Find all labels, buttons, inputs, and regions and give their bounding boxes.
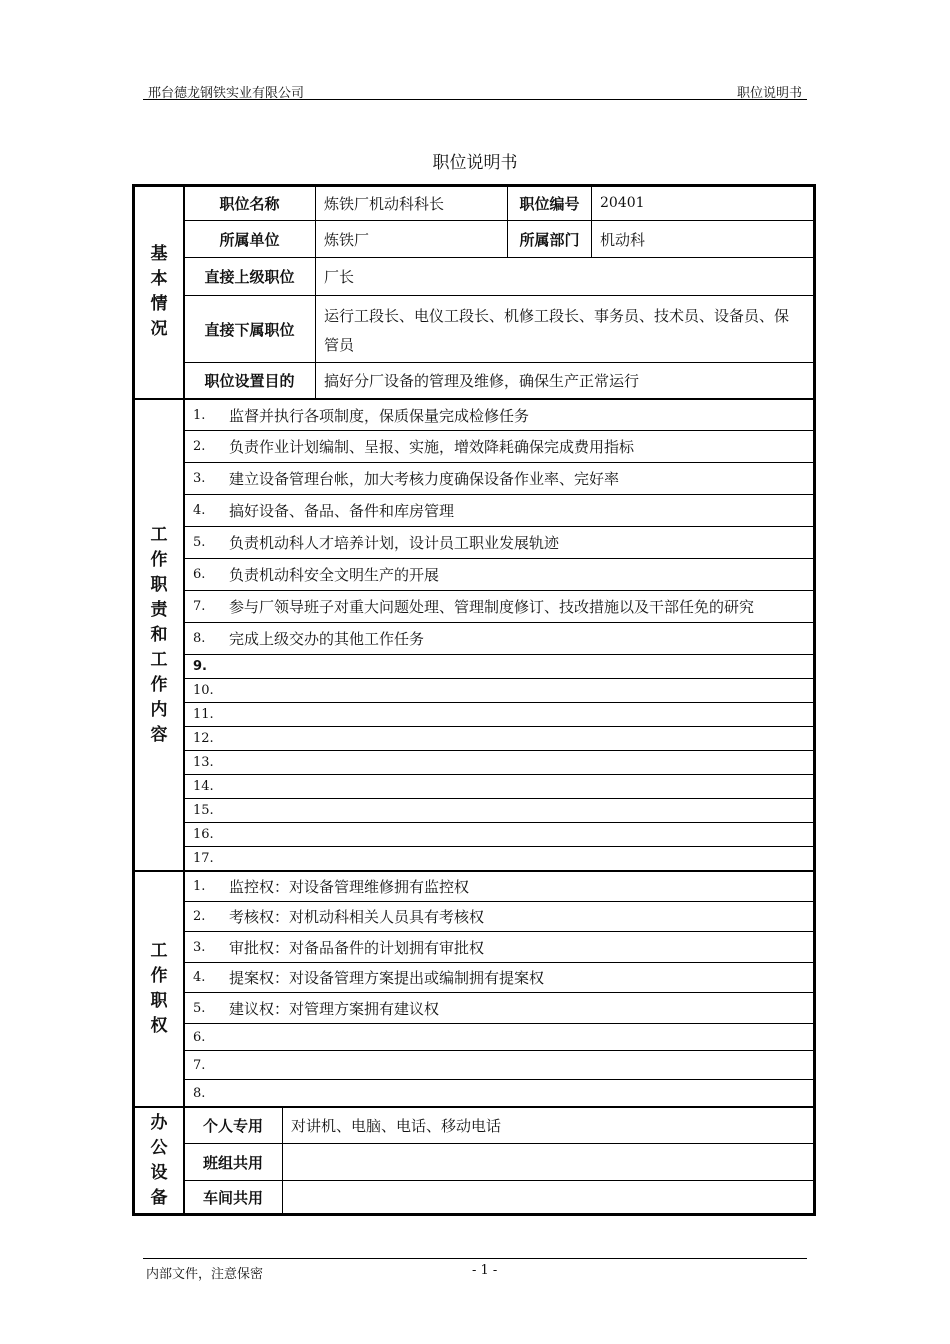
- section-char: 内: [150, 699, 168, 720]
- duty-item: [193, 527, 559, 558]
- authority-item: [193, 993, 439, 1023]
- item-number: 6.: [193, 1029, 206, 1045]
- grid-line: [184, 798, 814, 799]
- item-number: 1.: [193, 407, 206, 423]
- item-number: 12.: [193, 731, 214, 746]
- item-text: 审批权：对备品备件的计划拥有审批权: [229, 938, 485, 957]
- section-char: 基: [150, 244, 168, 264]
- item-number: 14.: [193, 779, 214, 794]
- item-number: 6.: [193, 567, 206, 582]
- section-authority: [135, 872, 183, 1106]
- section-char: 责: [150, 599, 168, 620]
- item-text: 监控权：对设备管理维修拥有监控权: [229, 878, 470, 896]
- position-name-label: 职位名称: [219, 194, 280, 213]
- authority-item: [193, 963, 544, 992]
- grid-line: [315, 186, 316, 398]
- footer-rule: [143, 1258, 807, 1259]
- duty-item: [193, 703, 229, 726]
- header-rule: [143, 99, 807, 100]
- authority-item: [193, 902, 484, 931]
- subordinates-line: 管员: [324, 336, 355, 354]
- subordinates-value: [324, 302, 789, 360]
- workshop-label: 车间共用: [202, 1189, 263, 1207]
- duty-item: [193, 751, 229, 774]
- position-code-value: 20401: [600, 195, 645, 211]
- item-text: 负责机动科安全文明生产的开展: [229, 566, 440, 584]
- grid-line: [184, 1079, 814, 1080]
- item-number: 9.: [193, 659, 207, 674]
- superior-label: 直接上级职位: [204, 268, 295, 286]
- section-char: 和: [150, 624, 168, 645]
- item-number: 11.: [193, 707, 214, 722]
- grid-line: [184, 702, 814, 703]
- position-name-value: 炼铁厂机动科科长: [324, 194, 445, 213]
- duty-item: [193, 591, 754, 622]
- section-char: 设: [150, 1163, 168, 1183]
- item-number: 7.: [193, 1057, 206, 1073]
- item-number: 3.: [193, 939, 206, 955]
- section-char: 公: [150, 1138, 168, 1158]
- subordinates-label: 直接下属职位: [204, 320, 295, 339]
- unit-label: 所属单位: [219, 230, 280, 249]
- duty-item: [193, 559, 439, 590]
- grid-line: [184, 774, 814, 775]
- duty-item: [193, 655, 229, 678]
- item-number: 8.: [193, 631, 206, 646]
- personal-value: 对讲机、电脑、电话、移动电话: [291, 1117, 502, 1135]
- page-title: 职位说明书: [432, 153, 518, 173]
- duty-item: [193, 679, 229, 702]
- section-char: 容: [150, 724, 168, 745]
- item-number: 2.: [193, 439, 206, 454]
- section-char: 职: [150, 574, 168, 595]
- section-char: 本: [150, 269, 168, 289]
- section-char: 工: [150, 941, 168, 961]
- grid-line: [184, 1023, 814, 1024]
- item-text: 监督并执行各项制度，保质保量完成检修任务: [229, 406, 530, 425]
- duty-item: [193, 847, 229, 870]
- item-number: 16.: [193, 827, 214, 842]
- item-number: 7.: [193, 599, 206, 614]
- team-label: 班组共用: [202, 1153, 263, 1172]
- item-number: 2.: [193, 909, 206, 924]
- section-char: 作: [150, 674, 168, 695]
- duty-item: [193, 431, 634, 462]
- section-char: 工: [150, 524, 168, 545]
- duty-item: [193, 823, 229, 846]
- unit-value: 炼铁厂: [324, 230, 370, 249]
- item-text: 提案权：对设备管理方案提出或编制拥有提案权: [229, 969, 545, 987]
- grid-line: [184, 846, 814, 847]
- section-char: 职: [150, 991, 168, 1011]
- item-number: 3.: [193, 471, 206, 486]
- section-char: 况: [150, 319, 168, 339]
- header-doc-type: 职位说明书: [737, 86, 803, 101]
- item-text: 建议权：对管理方案拥有建议权: [229, 999, 440, 1018]
- item-number: 5.: [193, 1000, 206, 1016]
- item-number: 15.: [193, 803, 214, 818]
- subordinates-line: 运行工段长、电仪工段长、机修工段长、事务员、技术员、设备员、保: [324, 307, 790, 325]
- duty-item: [193, 623, 424, 654]
- section-char: 作: [150, 549, 168, 570]
- grid-line: [184, 654, 814, 655]
- page-number: - 1 -: [472, 1263, 498, 1278]
- duty-item: [193, 727, 229, 750]
- purpose-value: 搞好分厂设备的管理及维修，确保生产正常运行: [324, 372, 640, 390]
- company-name: 邢台德龙钢铁实业有限公司: [148, 86, 305, 101]
- authority-item: [193, 872, 469, 901]
- duty-item: [193, 775, 229, 798]
- duty-item: [193, 400, 529, 430]
- dept-value: 机动科: [600, 230, 646, 249]
- position-code-label: 职位编号: [519, 194, 580, 213]
- section-char: 工: [150, 649, 168, 670]
- item-number: 10.: [193, 683, 214, 698]
- section-char: 备: [150, 1188, 168, 1208]
- item-text: 负责作业计划编制、呈报、实施，增效降耗确保完成费用指标: [229, 438, 635, 456]
- item-text: 搞好设备、备品、备件和库房管理: [229, 502, 455, 520]
- duty-item: [193, 799, 229, 822]
- grid-line: [184, 1050, 814, 1051]
- grid-line: [282, 1108, 283, 1214]
- item-number: 4.: [193, 503, 206, 518]
- confidential-note: 内部文件，注意保密: [146, 1267, 264, 1282]
- grid-line: [184, 726, 814, 727]
- item-number: 13.: [193, 755, 214, 770]
- section-char: 作: [150, 966, 168, 986]
- section-char: 情: [150, 294, 168, 314]
- dept-label: 所属部门: [519, 230, 580, 249]
- item-text: 完成上级交办的其他工作任务: [229, 630, 425, 648]
- item-number: 5.: [193, 535, 206, 550]
- authority-item: [193, 1080, 229, 1106]
- grid-line: [591, 186, 592, 258]
- superior-value: 厂长: [324, 268, 355, 286]
- item-number: 1.: [193, 879, 206, 894]
- section-duties: [135, 400, 183, 870]
- item-text: 负责机动科人才培养计划，设计员工职业发展轨迹: [229, 534, 560, 552]
- item-text: 建立设备管理台帐，加大考核力度确保设备作业率、完好率: [229, 470, 620, 488]
- section-char: 办: [150, 1113, 168, 1133]
- purpose-label: 职位设置目的: [204, 372, 295, 390]
- duty-item: [193, 463, 619, 494]
- section-equipment: [135, 1108, 183, 1214]
- item-text: 参与厂领导班子对重大问题处理、管理制度修订、技改措施以及干部任免的研究: [229, 598, 755, 616]
- personal-label: 个人专用: [202, 1117, 263, 1135]
- section-basic-info: [135, 186, 183, 398]
- item-number: 4.: [193, 970, 206, 985]
- item-number: 8.: [193, 1085, 206, 1101]
- authority-item: [193, 932, 484, 962]
- authority-item: [193, 1024, 229, 1050]
- duty-item: [193, 495, 454, 526]
- section-char: 权: [150, 1016, 168, 1036]
- grid-line: [184, 822, 814, 823]
- item-number: 17.: [193, 851, 214, 866]
- grid-line: [184, 750, 814, 751]
- authority-item: [193, 1051, 229, 1079]
- item-text: 考核权：对机动科相关人员具有考核权: [229, 908, 485, 926]
- grid-line: [184, 678, 814, 679]
